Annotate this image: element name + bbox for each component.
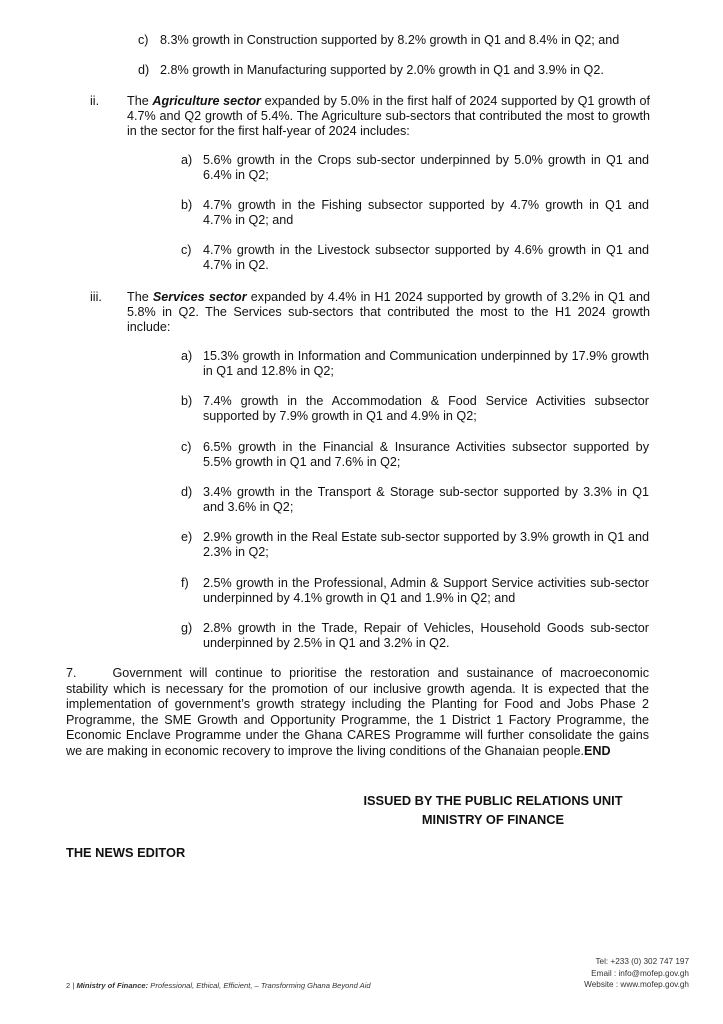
list-item: a) 15.3% growth in Information and Communication underpinned by 17.9% growth in Q1 and 12.8% in Q2; xyxy=(181,349,649,378)
end-marker: END xyxy=(584,743,611,758)
list-item: b) 4.7% growth in the Fishing subsector supported by 4.7% growth in Q1 and 4.7% in Q2; and xyxy=(181,198,649,227)
agriculture-section xyxy=(90,94,650,139)
list-item: c) 8.3% growth in Construction supported by 8.2% growth in Q1 and 8.4% in Q2; and xyxy=(138,33,620,47)
paragraph-7: 7. Government will continue to prioritise the restoration and sustainance of macroeconomic stability which is necessary for the promotion of our inclusive growth agenda. It is expected that the implementation of government’s growth strategy including the Planting for Food and Jobs Phase 2 Programme, the SME Growth and Opportunity Programme, the 1 District 1 Factory Programme, the Economic Enclave Programme under the Ghana CARES Programme will further consolidate the gains we are making in economic recovery to improve the living conditions of the Ghanaian people.END xyxy=(66,666,649,758)
footer-email[interactable]: Email : info@mofep.gov.gh xyxy=(591,968,689,978)
list-item: d) 2.8% growth in Manufacturing supported by 2.0% growth in Q1 and 3.9% in Q2. xyxy=(138,63,604,77)
footer-contact xyxy=(584,956,689,991)
list-item: d) 3.4% growth in the Transport & Storage sub-sector supported by 3.3% in Q1 and 3.6% in Q2; xyxy=(181,485,649,514)
list-item: c) 4.7% growth in the Livestock subsector supported by 4.6% growth in Q1 and 4.7% in Q2. xyxy=(181,243,649,272)
list-item: b) 7.4% growth in the Accommodation & Food Service Activities subsector supported by 7.9% growth in Q1 and 4.9% in Q2; xyxy=(181,394,649,423)
issued-by-block: ISSUED BY THE PUBLIC RELATIONS UNIT MINISTRY OF FINANCE xyxy=(363,793,623,827)
footer-website[interactable]: Website : www.mofep.gov.gh xyxy=(584,980,689,989)
services-section xyxy=(90,290,650,335)
services-sector-term: Services sector xyxy=(152,290,247,304)
page-number: 2 | xyxy=(66,981,75,990)
list-item: g) 2.8% growth in the Trade, Repair of Vehicles, Household Goods sub-sector underpinned by 2.5% in Q1 and 3.2% in Q2. xyxy=(181,621,649,650)
list-item: e) 2.9% growth in the Real Estate sub-sector supported by 3.9% growth in Q1 and 2.3% in Q2; xyxy=(181,530,649,559)
footer-tagline: 2 | Ministry of Finance: Professional, Ethical, Efficient, – Transforming Ghana Beyond Aid xyxy=(66,981,371,990)
section-numeral: ii. xyxy=(90,94,100,108)
paragraph-number: 7. xyxy=(66,666,77,680)
agriculture-sector-term: Agriculture sector xyxy=(152,94,261,108)
news-editor-label: THE NEWS EDITOR xyxy=(66,845,186,860)
agriculture-paragraph: The Agriculture sector expanded by 5.0% in the first half of 2024 supported by Q1 growth of 4.7% and Q2 growth of 5.4%. The Agriculture sub-sectors that contributed the most to growth in the sector for the first half-year of 2024 includes: xyxy=(127,94,650,138)
list-item: f) 2.5% growth in the Professional, Admin & Support Service activities sub-sector underpinned by 4.1% growth in Q1 and 1.9% in Q2; and xyxy=(181,576,649,605)
services-paragraph: The Services sector expanded by 4.4% in H1 2024 supported by growth of 3.2% in Q1 and 5.8% in Q2. The Services sub-sectors that contributed the most to the H1 2024 growth include: xyxy=(127,290,650,334)
list-item: a) 5.6% growth in the Crops sub-sector underpinned by 5.0% growth in Q1 and 6.4% in Q2; xyxy=(181,153,649,182)
footer-tel: Tel: +233 (0) 302 747 197 xyxy=(595,957,689,966)
list-item: c) 6.5% growth in the Financial & Insurance Activities subsector supported by 5.5% growth in Q1 and 7.6% in Q2; xyxy=(181,440,649,469)
section-numeral: iii. xyxy=(90,290,102,304)
